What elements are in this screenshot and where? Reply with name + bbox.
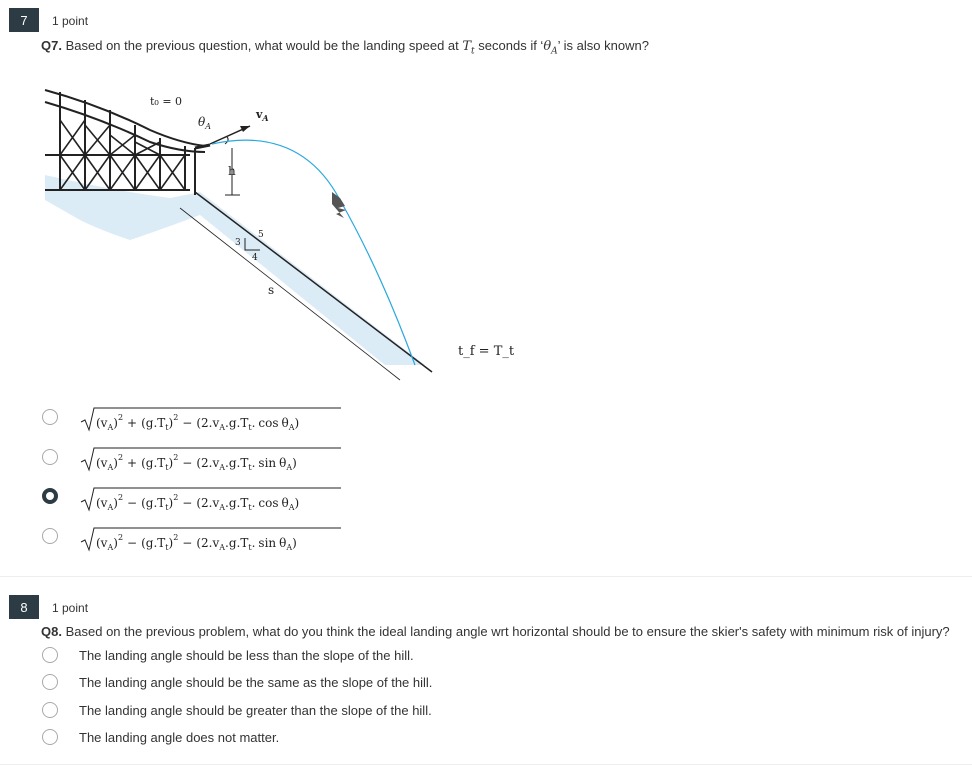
theta-symbol: θ (543, 39, 552, 54)
q7-option-3-formula[interactable] (79, 484, 341, 514)
skier-silhouette (332, 192, 346, 218)
t-symbol: T (462, 39, 472, 54)
question-label: Q8. (41, 624, 62, 639)
q7-option-4-formula[interactable] (79, 524, 341, 554)
question-text-part: ’ is also known? (557, 38, 649, 53)
question-text (41, 624, 950, 639)
q8-option-4-radio[interactable] (42, 729, 58, 745)
question-number-badge: 7 (9, 8, 39, 32)
q8-option-1-radio[interactable] (42, 647, 58, 663)
q7-option-3-radio[interactable] (42, 488, 58, 504)
question-text (41, 38, 649, 57)
question-number-badge: 8 (9, 595, 39, 619)
question-text-part: Based on the previous question, what would be the landing speed at (65, 38, 463, 53)
q8-option-2-radio[interactable] (42, 674, 58, 690)
theta-arc (225, 137, 228, 144)
formula-text: $(v_A)^2 - (g.T_t)^2 - (2.v_A.g.T_t$. $\sin \theta_A$) (96, 533, 297, 552)
q7-option-2-radio[interactable] (42, 449, 58, 465)
theta-label: $\theta_A$ (198, 115, 212, 131)
s-label: s (268, 283, 275, 297)
theta-subscript: A (551, 46, 558, 57)
snow-slope (45, 175, 425, 365)
tf-label: t_f = T_t (458, 344, 515, 359)
question-text-part: Based on the previous problem, what do you think the ideal landing angle wrt horizontal should be to ensure the skier's safety with minimum risk of injury? (65, 624, 950, 639)
q8-option-3-label[interactable]: The landing angle should be greater than the slope of the hill. (79, 703, 432, 718)
slope-label-5: 5 (258, 230, 264, 240)
question-label: Q7. (41, 38, 62, 53)
slope-label-4: 4 (252, 253, 258, 263)
question-divider (0, 576, 972, 577)
trajectory-curve (212, 140, 415, 365)
formula-text: $(v_A)^2 + (g.T_t)^2 - (2.v_A.g.T_t$. $\sin \theta_A$) (96, 453, 297, 472)
hill-surface-line (195, 192, 432, 372)
q8-option-1-label[interactable]: The landing angle should be less than the slope of the hill. (79, 648, 414, 663)
s-dimension-line (180, 208, 400, 380)
t0-label: t₀ = 0 (150, 95, 183, 108)
velocity-label: $v_A$ (256, 108, 269, 123)
question-points: 1 point (52, 601, 89, 615)
q7-option-1-radio[interactable] (42, 409, 58, 425)
q8-option-2-label[interactable]: The landing angle should be the same as the slope of the hill. (79, 675, 433, 690)
formula-text: $(v_A)^2 - (g.T_t)^2 - (2.v_A.g.T_t$. $\cos \theta_A$) (96, 493, 300, 512)
q8-option-3-radio[interactable] (42, 702, 58, 718)
q7-option-1-formula[interactable] (79, 404, 341, 434)
h-label: h (228, 164, 236, 178)
velocity-arrowhead (240, 126, 250, 132)
q7-option-4-radio[interactable] (42, 528, 58, 544)
question-text-part: seconds if ‘ (474, 38, 544, 53)
q8-option-4-label[interactable]: The landing angle does not matter. (79, 730, 280, 745)
q7-option-2-formula[interactable] (79, 444, 341, 474)
question-points: 1 point (52, 14, 89, 28)
ski-jump-diagram (40, 80, 510, 390)
slope-label-3: 3 (235, 238, 241, 248)
t-subscript: t (471, 46, 475, 57)
formula-text: $(v_A)^2 + (g.T_t)^2 - (2.v_A.g.T_t$. $\cos \theta_A$) (96, 413, 300, 432)
question-divider (0, 764, 972, 765)
